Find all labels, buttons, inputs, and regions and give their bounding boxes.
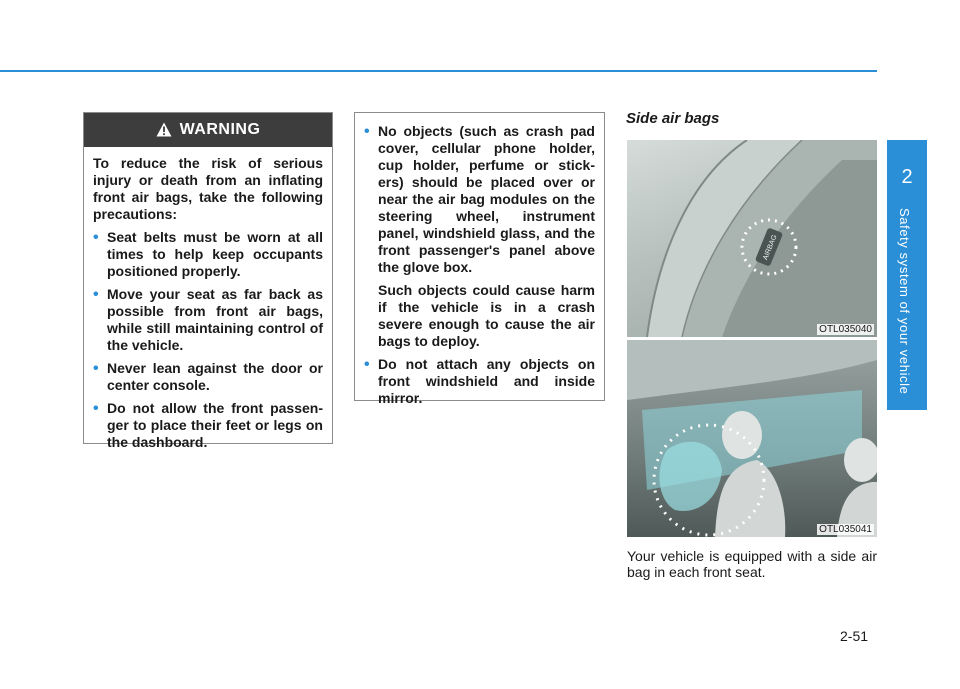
warning-item: • Seat belts must be worn at all times to help keep occupants positioned properly. (93, 229, 323, 280)
warning-item-text: No objects (such as crash pad cover, cellular phone holder, cup holder, perfume or stick-ers) should be placed over or near the air bag modules on the steering wheel, instrument panel, windshield glass, and the front passenger's panel above the glove box. (378, 123, 595, 275)
side-airbag-deploy-figure (627, 340, 877, 537)
header-rule (0, 70, 877, 72)
seat-illustration (627, 140, 877, 337)
airbag-tag-text: AIRBAG (762, 233, 779, 262)
warning-continued-box (354, 112, 605, 406)
chapter-number: 2 (901, 166, 913, 188)
warning-item: • Never lean against the door or center console. (93, 360, 323, 394)
chapter-title: Safety system of your vehicle (897, 208, 912, 395)
warning-body (84, 147, 332, 451)
deploy-illustration (627, 340, 877, 537)
warning-item: • Do not attach any objects on front windshield and inside mirror. (364, 356, 595, 407)
warning-title: WARNING (179, 121, 261, 138)
warning-triangle-icon (156, 122, 172, 137)
warning-continued-body (355, 113, 604, 407)
page-number: 2-51 (840, 628, 869, 644)
warning-list (93, 229, 323, 451)
warning-item-note: Such objects could cause harm if the vehicle is in a crash severe enough to cause the air bags to deploy. (378, 282, 595, 349)
seat-airbag-figure (627, 140, 877, 337)
warning-item: • Do not allow the front passen-ger to place their feet or legs on the dashboard. (93, 400, 323, 451)
warning-item: • Move your seat as far back as possible from front air bags, while still maintaining control of the vehicle. (93, 286, 323, 354)
chapter-tab (887, 140, 927, 410)
warning-intro: To reduce the risk of serious injury or death from an inflating front air bags, take the following precautions: (93, 155, 323, 222)
warning-header (84, 113, 332, 147)
warning-continued-list (364, 123, 595, 407)
warning-item (364, 123, 595, 350)
figure-label: OTL035040 (819, 324, 872, 335)
figure-label: OTL035041 (819, 524, 872, 535)
body-paragraph: Your vehicle is equipped with a side air bag in each front seat. (627, 548, 877, 580)
warning-box (83, 112, 333, 450)
section-title: Side air bags (626, 110, 720, 127)
